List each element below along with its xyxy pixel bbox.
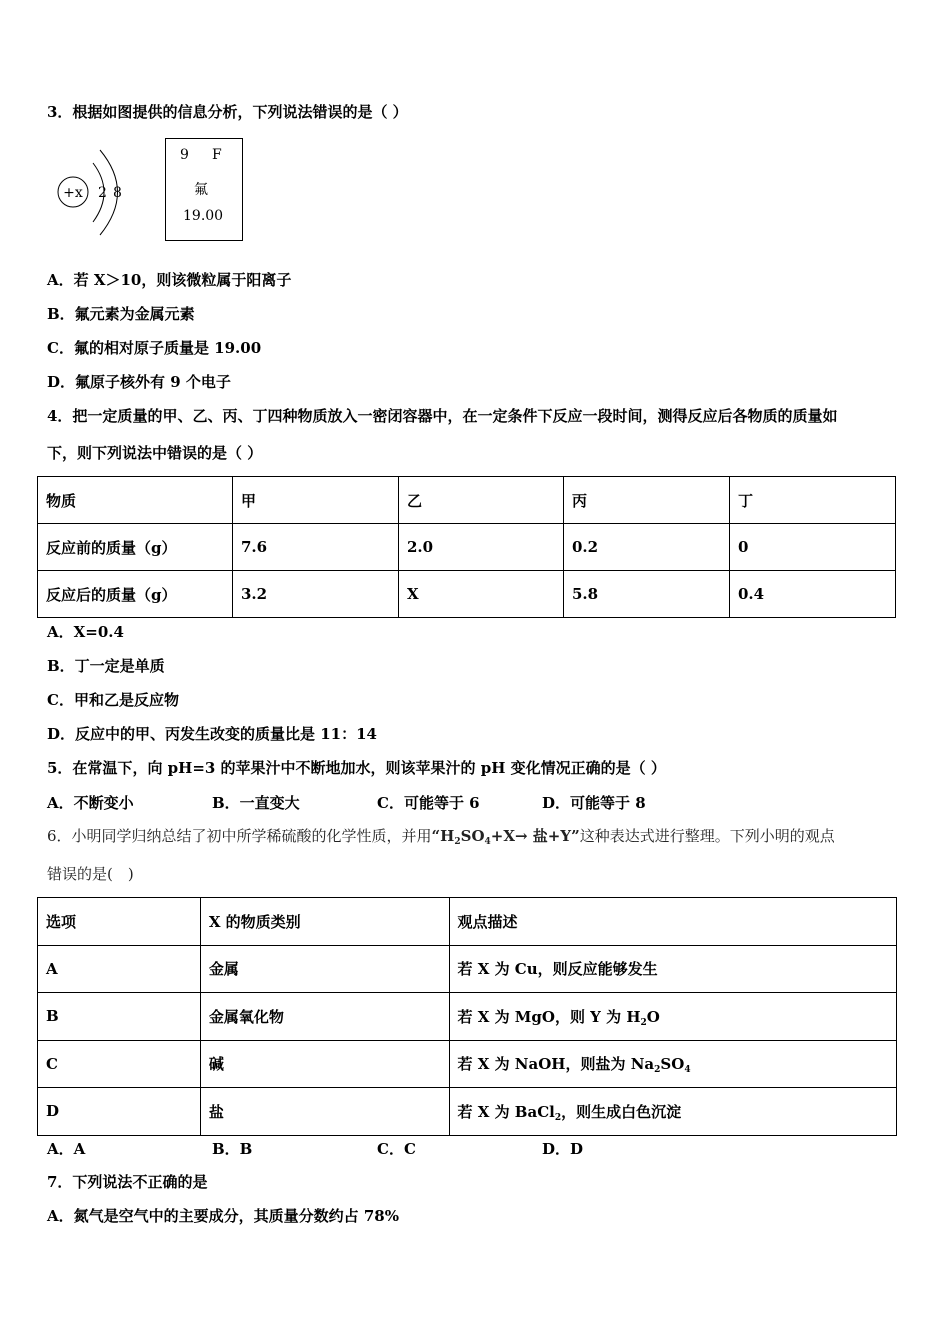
q4-option-d: D．反应中的甲、丙发生改变的质量比是 11：14 bbox=[47, 725, 377, 743]
table-cell: 反应后的质量（g） bbox=[38, 571, 233, 618]
table-cell: 碱 bbox=[200, 1040, 449, 1088]
cell-text: O bbox=[646, 1007, 660, 1026]
question-4-stem-cont: 下，则下列说法中错误的是（ ） bbox=[47, 444, 263, 462]
table-cell: 2.0 bbox=[399, 524, 564, 571]
table-cell: 0.4 bbox=[730, 571, 896, 618]
table-cell: 丙 bbox=[564, 477, 730, 524]
formula-sub: 2 bbox=[454, 837, 461, 847]
q6-option-c: C．C bbox=[377, 1140, 416, 1158]
table-cell bbox=[449, 993, 897, 1041]
table-cell: 盐 bbox=[200, 1088, 449, 1136]
table-cell: 金属氧化物 bbox=[200, 993, 449, 1041]
atom-structure-diagram bbox=[50, 140, 140, 240]
q4-option-a: A．X=0.4 bbox=[47, 623, 124, 641]
table-cell: B bbox=[38, 993, 201, 1041]
table-cell bbox=[449, 1040, 897, 1088]
formula-part: SO bbox=[460, 827, 485, 845]
table-cell: 物质 bbox=[38, 477, 233, 524]
mass-table bbox=[37, 476, 896, 618]
table-cell: 0.2 bbox=[564, 524, 730, 571]
cell-sub: 4 bbox=[684, 1065, 691, 1076]
cell-text: 若 X 为 BaCl bbox=[457, 1102, 555, 1121]
cell-sub: 2 bbox=[640, 1017, 647, 1028]
table-cell bbox=[449, 945, 897, 993]
cell-text: ，则生成白色沉淀 bbox=[561, 1102, 682, 1121]
formula bbox=[432, 827, 580, 845]
cell-text: 若 X 为 MgO，则 Y 为 H bbox=[457, 1007, 641, 1026]
shell-1-electrons: 2 bbox=[98, 185, 107, 201]
table-header-row bbox=[38, 477, 896, 524]
element-card bbox=[165, 138, 243, 241]
table-cell: A bbox=[38, 945, 201, 993]
table-cell bbox=[449, 1088, 897, 1136]
element-symbol: F bbox=[212, 147, 222, 163]
shell-2-electrons: 8 bbox=[113, 185, 122, 201]
q3-option-c: C．氟的相对原子质量是 19.00 bbox=[47, 339, 262, 357]
table-cell: 0 bbox=[730, 524, 896, 571]
nucleus-charge: +x bbox=[63, 185, 83, 201]
stem-text: 这种表达式进行整理。下列小明的观点 bbox=[579, 827, 835, 845]
table-cell: 7.6 bbox=[233, 524, 399, 571]
q5-option-a: A．不断变小 bbox=[47, 794, 134, 812]
table-row bbox=[38, 945, 897, 993]
q6-option-b: B．B bbox=[212, 1140, 253, 1158]
q3-option-b: B．氟元素为金属元素 bbox=[47, 305, 195, 323]
table-cell: D bbox=[38, 1088, 201, 1136]
cell-text: 若 X 为 NaOH，则盐为 Na bbox=[457, 1055, 655, 1074]
q6-option-a: A．A bbox=[47, 1140, 86, 1158]
table-row bbox=[38, 524, 896, 571]
q7-option-a: A．氮气是空气中的主要成分，其质量分数约占 78% bbox=[47, 1207, 399, 1225]
cell-text: SO bbox=[660, 1055, 685, 1074]
cell-text: 若 X 为 Cu，则反应能够发生 bbox=[457, 960, 658, 979]
q6-option-d: D．D bbox=[542, 1140, 584, 1158]
table-cell: 丁 bbox=[730, 477, 896, 524]
table-cell: 金属 bbox=[200, 945, 449, 993]
q4-option-c: C．甲和乙是反应物 bbox=[47, 691, 179, 709]
table-cell: 观点描述 bbox=[449, 898, 897, 946]
table-cell: 5.8 bbox=[564, 571, 730, 618]
stem-text: 6．小明同学归纳总结了初中所学稀硫酸的化学性质，并用 bbox=[47, 827, 432, 845]
question-5-stem: 5．在常温下，向 pH=3 的苹果汁中不断地加水，则该苹果汁的 pH 变化情况正确的是（ ） bbox=[47, 759, 666, 777]
atomic-mass: 19.00 bbox=[183, 208, 224, 224]
table-cell: 乙 bbox=[399, 477, 564, 524]
table-cell: 选项 bbox=[38, 898, 201, 946]
q5-option-b: B．一直变大 bbox=[212, 794, 300, 812]
q3-option-d: D．氟原子核外有 9 个电子 bbox=[47, 373, 231, 391]
table-row bbox=[38, 571, 896, 618]
table-row bbox=[38, 1088, 897, 1136]
table-cell: X 的物质类别 bbox=[200, 898, 449, 946]
q5-option-d: D．可能等于 8 bbox=[542, 794, 646, 812]
properties-table bbox=[37, 897, 897, 1136]
cell-sub: 2 bbox=[554, 1112, 562, 1123]
table-header-row bbox=[38, 898, 897, 946]
formula-sub: 4 bbox=[484, 837, 491, 847]
question-7-stem: 7．下列说法不正确的是 bbox=[47, 1173, 208, 1191]
question-3-stem: 3．根据如图提供的信息分析，下列说法错误的是（ ） bbox=[47, 103, 408, 121]
table-cell: 反应前的质量（g） bbox=[38, 524, 233, 571]
cell-sub: 2 bbox=[654, 1065, 661, 1076]
table-cell: 甲 bbox=[233, 477, 399, 524]
q4-option-b: B．丁一定是单质 bbox=[47, 657, 165, 675]
element-name: 氟 bbox=[194, 182, 208, 198]
q3-option-a: A．若 X＞10，则该微粒属于阳离子 bbox=[47, 271, 292, 289]
table-cell: 3.2 bbox=[233, 571, 399, 618]
table-cell: X bbox=[399, 571, 564, 618]
formula-part: “H bbox=[431, 827, 455, 845]
atomic-number: 9 bbox=[180, 147, 189, 163]
table-row bbox=[38, 993, 897, 1041]
formula-part: +X→ 盐+Y” bbox=[490, 827, 580, 845]
q5-option-c: C．可能等于 6 bbox=[377, 794, 480, 812]
question-4-stem: 4．把一定质量的甲、乙、丙、丁四种物质放入一密闭容器中，在一定条件下反应一段时间，测得反应后各物质的质量如 bbox=[47, 407, 838, 425]
table-row bbox=[38, 1040, 897, 1088]
table-cell: C bbox=[38, 1040, 201, 1088]
question-6-stem-cont: 错误的是( ) bbox=[47, 865, 134, 883]
question-6-stem bbox=[47, 826, 835, 846]
